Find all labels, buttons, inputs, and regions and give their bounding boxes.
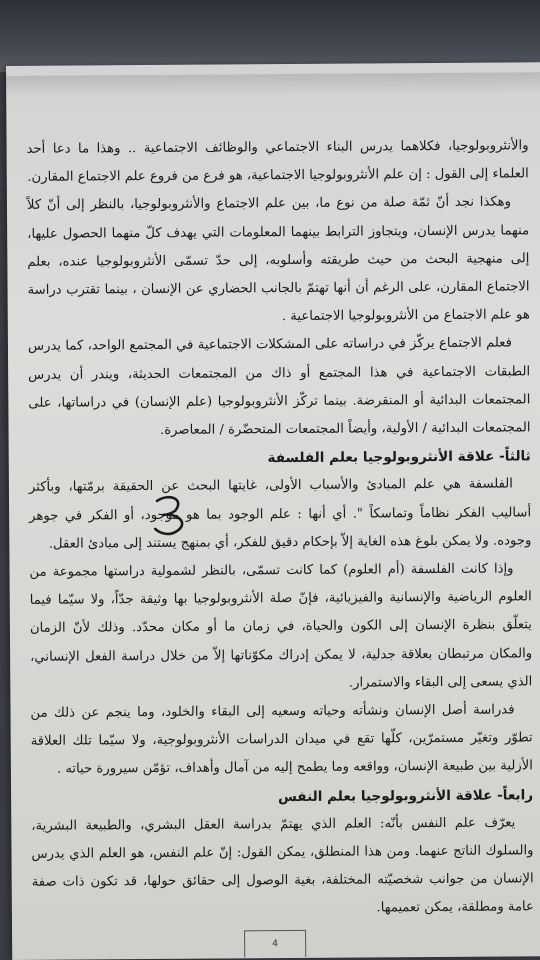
paragraph-6: فدراسة أصل الإنسان ونشأته وحياته وسعيه إلى البقاء والخلود، وما ينجم عن ذلك من تطوّر وتغيّر مستمرّين، كلّها تقع في ميدان الدراسات الأنثروبولوجية، ولا سيّما تلك العلاقة الأزلية بين طبيعة الإنسان، وواقعه وما يطمح إليه من آمال وأهداف، تؤمّن سيرورة حياته . (30, 702, 533, 778)
page-text (26, 132, 534, 925)
paragraph-1: والأنثروبولوجيا، فكلاهما يدرس البناء الاجتماعي والوظائف الاجتماعية .. وهذا ما دعا أحد العلماء إلى القول : إن علم الأنثروبولوجيا الاجتماعية، هو فرع من فروع علم الاجتماع المقارن. (26, 138, 529, 186)
paragraph-7: يعرّف علم النفس بأنّه: العلم الذي يهتمّ بدراسة العقل البشري، والطبيعة البشرية، والسلوك الناتج عنهما. ومن هذا المنطلق، يمكن القول: إنّ علم النفس، هو العلم الذي يدرس الإنسان من جوانب شخصيّته المختلفة، بغية الوصول إلى حقائق حولها، قد تكون ذات صفة عامة ومطلقة، يمكن تعميمها. (31, 815, 534, 916)
background-surface (0, 0, 540, 72)
document-page (6, 62, 540, 960)
paragraph-5: وإذا كانت الفلسفة (أم العلوم) كما كانت تسمّى، بالنظر لشمولية دراستها مجموعة من العلوم الرياضية والإنسانية والفيزيائية، فإنّ صلة الأنثروبولوجيا بها وثيقة جدّاً، ولا سيّما فيما يتعلّق بنظرة الإنسان إلى الكون والحياة، في زمان ما أو مكان محدّد. وذلك لأنّ الزمان والمكان مرتبطان بعلاقة جدلية، لا يمكن إدراك مكوّناتها إلاّ من خلال دراسة الفعل الإنساني، الذي يسعى إلى البقاء والاستمرار. (29, 561, 533, 691)
page-number: 4 (244, 930, 306, 957)
paragraph-4: الفلسفة هي علم المبادئ والأسباب الأولى، غايتها البحث عن الحقيقة برمّتها، وبأكثر أساليب الفكر نظاماً وتماسكاً ". أي أنها : علم الوجود بما هو موجود، أو الفكر في جوهر وجوده. ولا يمكن بلوغ هذه الغاية إلاّ بإحكام دقيق للفكر، أي بمنهج يستند إلى مبادئ العقل. (28, 476, 532, 552)
handwritten-number-mark (151, 495, 191, 537)
paragraph-3: فعلم الاجتماع يركّز في دراساته على المشكلات الاجتماعية في المجتمع الواحد، كما يدرس الطبقات الاجتماعية في هذا المجتمع أو ذاك من المجتمعات الحديثة، ويندر أن يدرس المجتمعات البدائية أو المنقرضة. بينما تركّز الأنثروبولوجيا (علم الإنسان) في دراساتها، على المجتمعات البدائية / الأولية، وأيضاً المجتمعات المتحضّرة / المعاصرة. (27, 335, 531, 438)
section-heading-philosophy: ثالثاً- علاقة الأنثروبولوجيا بعلم الفلسفة (267, 448, 531, 467)
paragraph-2: وهكذا نجد أنّ ثمّة صلة من نوع ما، بين علم الاجتماع والأنثروبولوجيا، بالنظر إلى أنّ كلاً منهما يدرس الإنسان، ويتجاوز الترابط بينهما المعلومات التي يهدف كلّ منهما الحصول عليها، إلى منهجية البحث من حيث طريقته وأسلوبه، إلى حدّ تسمّى الأنثروبولوجيا عنده، بعلم الاجتماع المقارن، على الرغم أن أنها تهتمّ بالجانب الحضاري عن الإنسان ، بينما تقترب دراسة هو علم الاجتماع من الأنثروبولوجيا الاجتماعية . (26, 194, 530, 325)
section-heading-psychology: رابعاً- علاقة الأنثروبولوجيا بعلم النفس (278, 787, 534, 805)
